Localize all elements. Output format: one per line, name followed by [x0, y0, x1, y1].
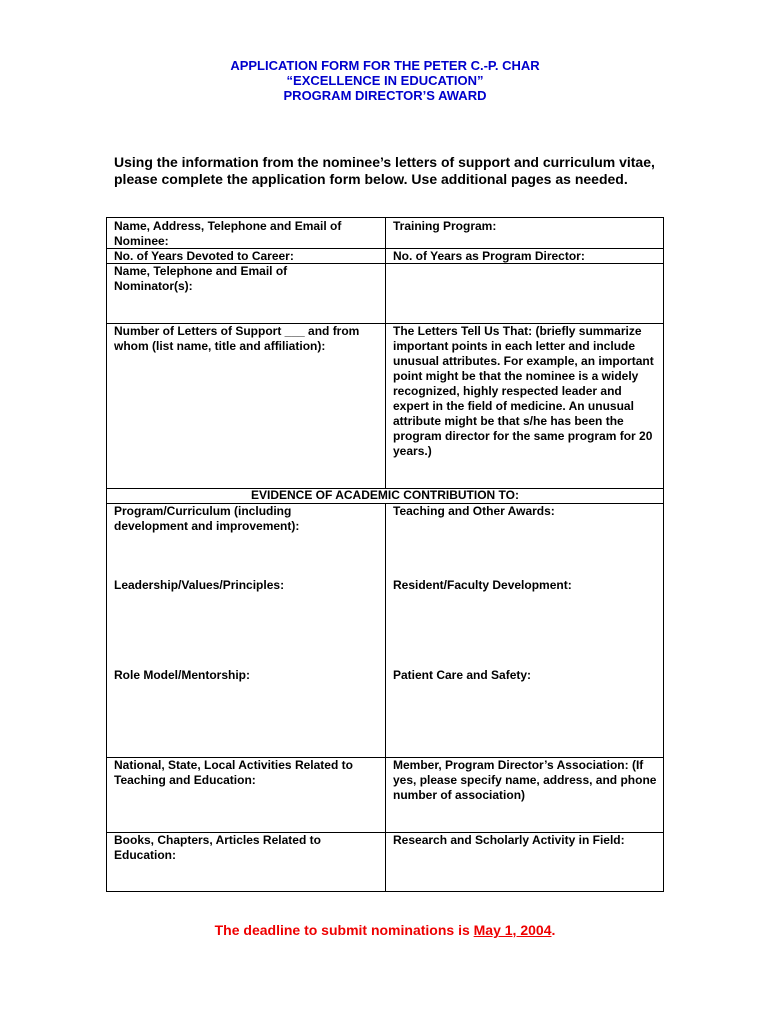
nominator-blank-cell[interactable]: [386, 263, 663, 323]
training-program-field[interactable]: Training Program:: [393, 219, 497, 233]
program-curriculum-field[interactable]: Program/Curriculum (including development and improvement):: [114, 504, 300, 533]
evidence-header: EVIDENCE OF ACADEMIC CONTRIBUTION TO:: [250, 488, 519, 502]
teaching-awards-field[interactable]: Teaching and Other Awards:: [393, 504, 555, 518]
national-activities-field[interactable]: National, State, Local Activities Related to Teaching and Education:: [114, 758, 353, 787]
years-career-field[interactable]: No. of Years Devoted to Career:: [114, 249, 294, 263]
years-director-field[interactable]: No. of Years as Program Director:: [393, 249, 585, 263]
instructions-line-2: please complete the application form below. Use additional pages as needed.: [114, 171, 628, 187]
deadline-date: May 1, 2004: [473, 922, 552, 938]
title-line-3: PROGRAM DIRECTOR’S AWARD: [283, 88, 487, 103]
patient-care-field[interactable]: Patient Care and Safety:: [393, 668, 532, 682]
letters-support-field[interactable]: Number of Letters of Support ___ and from whom (list name, title and affiliation):: [114, 324, 360, 353]
instructions-line-1: Using the information from the nominee’s letters of support and curriculum vitae,: [114, 154, 655, 170]
leadership-field[interactable]: Leadership/Values/Principles:: [114, 578, 285, 592]
deadline-suffix: .: [551, 922, 556, 938]
deadline-notice: [0, 922, 770, 939]
resident-faculty-field[interactable]: Resident/Faculty Development:: [393, 578, 572, 592]
research-field[interactable]: Research and Scholarly Activity in Field:: [393, 833, 625, 847]
form-title: [0, 58, 770, 103]
title-line-1: APPLICATION FORM FOR THE PETER C.-P. CHAR: [230, 58, 540, 73]
nominee-field[interactable]: Name, Address, Telephone and Email of Nominee:: [114, 219, 342, 248]
instructions: [114, 154, 674, 188]
role-model-field[interactable]: Role Model/Mentorship:: [114, 668, 250, 682]
deadline-prefix: The deadline to submit nominations is: [214, 922, 474, 938]
nominator-field[interactable]: Name, Telephone and Email of Nominator(s):: [114, 264, 288, 293]
member-association-field[interactable]: Member, Program Director’s Association: (If yes, please specify name, address, and phone number of association): [393, 758, 657, 802]
title-line-2: “EXCELLENCE IN EDUCATION”: [286, 73, 484, 88]
application-form-table: [106, 217, 664, 892]
letters-tell-field[interactable]: The Letters Tell Us That: (briefly summarize important points in each letter and include unusual attributes. For example, an important point might be that the nominee is a widely recognized, highly respected leader and expert in the field of medicine. An unusual attribute might be that s/he has been the program director for the same program for 20 years.): [393, 324, 654, 458]
books-chapters-field[interactable]: Books, Chapters, Articles Related to Education:: [114, 833, 321, 862]
